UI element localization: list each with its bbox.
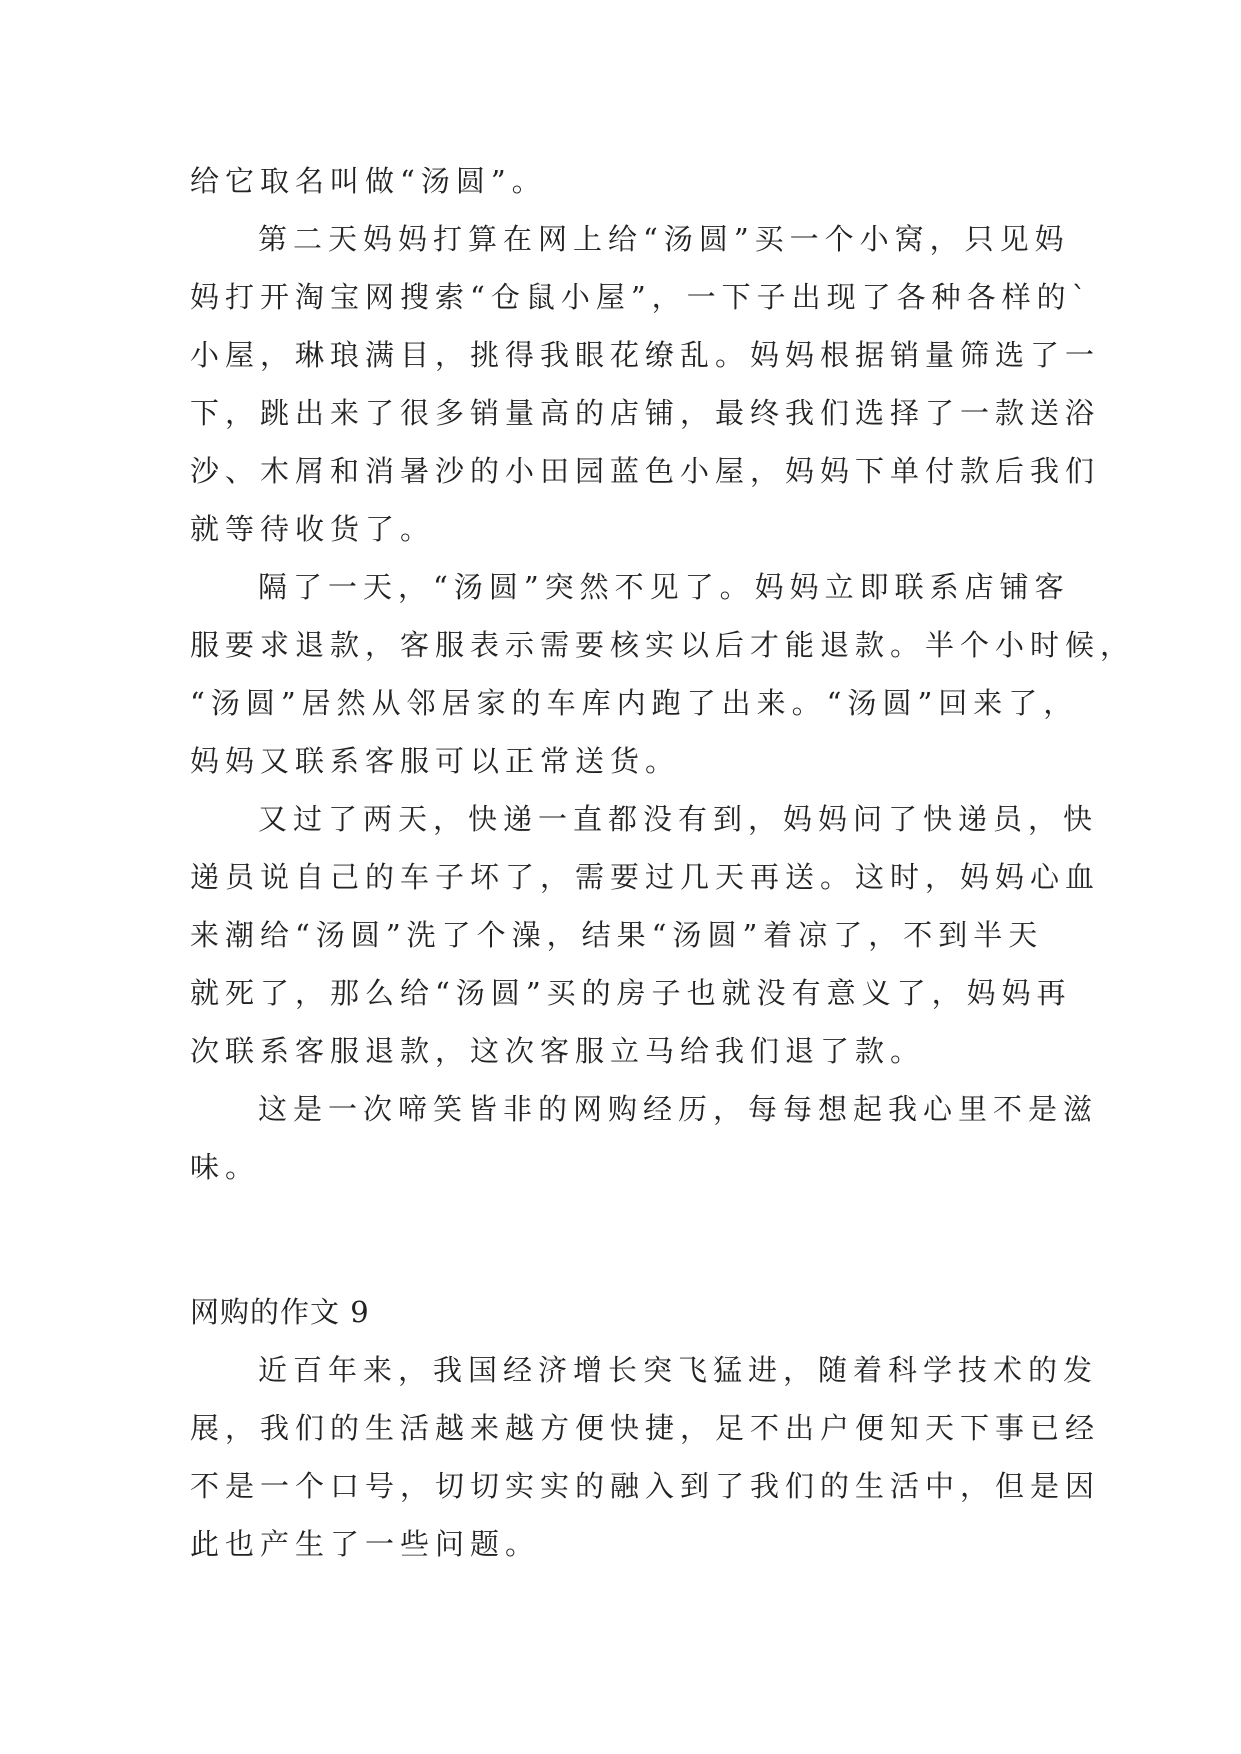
text-line: 就死了，那么给“汤圆”买的房子也就没有意义了，妈妈再 [190, 976, 1072, 1010]
paragraph-gap [190, 1196, 1060, 1283]
text-line: 来潮给“汤圆”洗了个澡，结果“汤圆”着凉了，不到半天 [190, 918, 1044, 952]
text-line: 给它取名叫做“汤圆”。 [190, 164, 547, 198]
essay-body [190, 152, 1136, 1573]
text-line: 味。 [190, 1150, 261, 1184]
text-line: 展，我们的生活越来越方便快捷，足不出户便知天下事已经 [190, 1411, 1101, 1445]
text-line: 不是一个口号，切切实实的融入到了我们的生活中，但是因 [190, 1469, 1101, 1503]
text-line: 下，跳出来了很多销量高的店铺，最终我们选择了一款送浴 [190, 396, 1101, 430]
text-line: 隔了一天，“汤圆”突然不见了。妈妈立即联系店铺客 [258, 570, 1070, 604]
text-line: 服要求退款，客服表示需要核实以后才能退款。半个小时候， [190, 628, 1136, 662]
text-line: 第二天妈妈打算在网上给“汤圆”买一个小窝，只见妈 [258, 222, 1070, 256]
text-line: 递员说自己的车子坏了，需要过几天再送。这时，妈妈心血 [190, 860, 1101, 894]
text-line: “汤圆”居然从邻居家的车库内跑了出来。“汤圆”回来了， [190, 686, 1079, 720]
text-line: 又过了两天，快递一直都没有到，妈妈问了快递员，快 [258, 802, 1099, 836]
section-title: 网购的作文 9 [190, 1295, 370, 1329]
text-line: 这是一次啼笑皆非的网购经历，每每想起我心里不是滋 [258, 1092, 1099, 1126]
text-line: 就等待收货了。 [190, 512, 436, 546]
text-line: 小屋，琳琅满目，挑得我眼花缭乱。妈妈根据销量筛选了一 [190, 338, 1101, 372]
text-line: 沙、木屑和消暑沙的小田园蓝色小屋，妈妈下单付款后我们 [190, 454, 1101, 488]
text-line: 此也产生了一些问题。 [190, 1527, 541, 1561]
text-line: 次联系客服退款，这次客服立马给我们退了款。 [190, 1034, 926, 1068]
text-line: 妈打开淘宝网搜索“仓鼠小屋”，一下子出现了各种各样的` [190, 280, 1093, 314]
text-line: 近百年来，我国经济增长突飞猛进，随着科学技术的发 [258, 1353, 1099, 1387]
text-line: 妈妈又联系客服可以正常送货。 [190, 744, 681, 778]
